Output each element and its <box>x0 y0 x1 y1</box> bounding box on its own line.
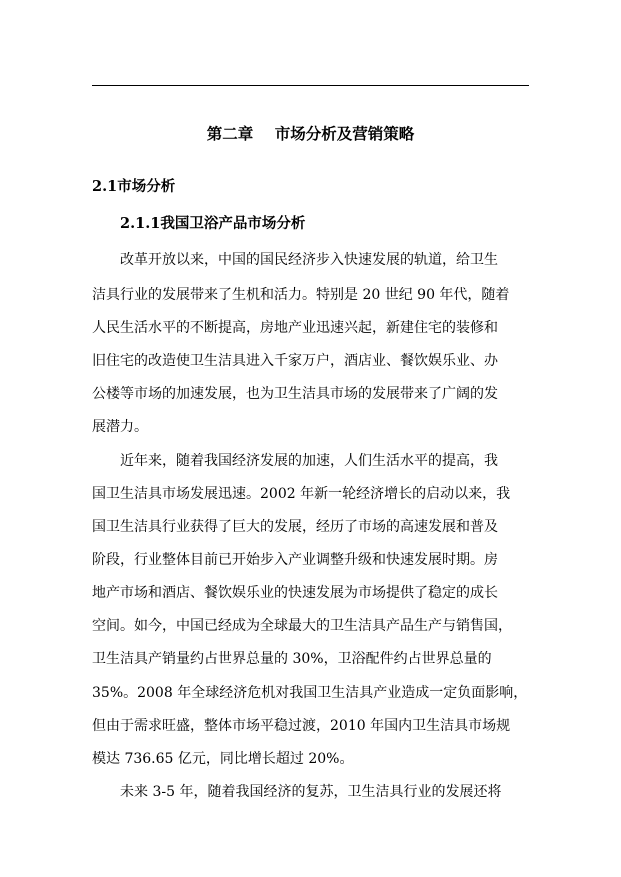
paragraph-line: 地产市场和酒店、餐饮娱乐业的快速发展为市场提供了稳定的成长 <box>92 585 498 601</box>
paragraph-line: 阶段，行业整体目前已开始步入产业调整升级和快速发展时期。房 <box>92 552 498 568</box>
paragraph-line: 但由于需求旺盛，整体市场平稳过渡，2010 年国内卫生洁具市场规 <box>92 718 511 734</box>
paragraph-line: 国卫生洁具市场发展迅速。2002 年新一轮经济增长的启动以来，我 <box>92 486 511 502</box>
paragraph-line: 展潜力。 <box>92 419 148 435</box>
header-rule <box>92 85 529 86</box>
subsection-title: 2.1.1我国卫浴产品市场分析 <box>120 215 306 232</box>
paragraph-line: 国卫生洁具行业获得了巨大的发展，经历了市场的高速发展和普及 <box>92 519 498 535</box>
paragraph-line: 未来 3-5 年，随着我国经济的复苏，卫生洁具行业的发展还将 <box>120 784 502 800</box>
paragraph-line: 卫生洁具产销量约占世界总量的 30%，卫浴配件约占世界总量的 <box>92 651 492 667</box>
paragraph-line: 近年来，随着我国经济发展的加速，人们生活水平的提高，我 <box>120 453 498 469</box>
paragraph-line: 35%。2008 年全球经济危机对我国卫生洁具产业造成一定负面影响， <box>92 685 528 701</box>
paragraph-line: 公楼等市场的加速发展，也为卫生洁具市场的发展带来了广阔的发 <box>92 386 498 402</box>
section-title: 2.1市场分析 <box>92 178 176 195</box>
paragraph-line: 空间。如今，中国已经成为全球最大的卫生洁具产品生产与销售国， <box>92 618 512 634</box>
chapter-title: 第二章 市场分析及营销策略 <box>206 124 415 143</box>
paragraph-line: 旧住宅的改造使卫生洁具进入千家万户，酒店业、餐饮娱乐业、办 <box>92 353 498 369</box>
paragraph-line: 模达 736.65 亿元，同比增长超过 20%。 <box>92 751 354 767</box>
paragraph-line: 人民生活水平的不断提高，房地产业迅速兴起，新建住宅的装修和 <box>92 320 498 336</box>
paragraph-line: 改革开放以来，中国的国民经济步入快速发展的轨道，给卫生 <box>120 252 498 268</box>
paragraph-line: 洁具行业的发展带来了生机和活力。特别是 20 世纪 90 年代，随着 <box>92 287 510 303</box>
